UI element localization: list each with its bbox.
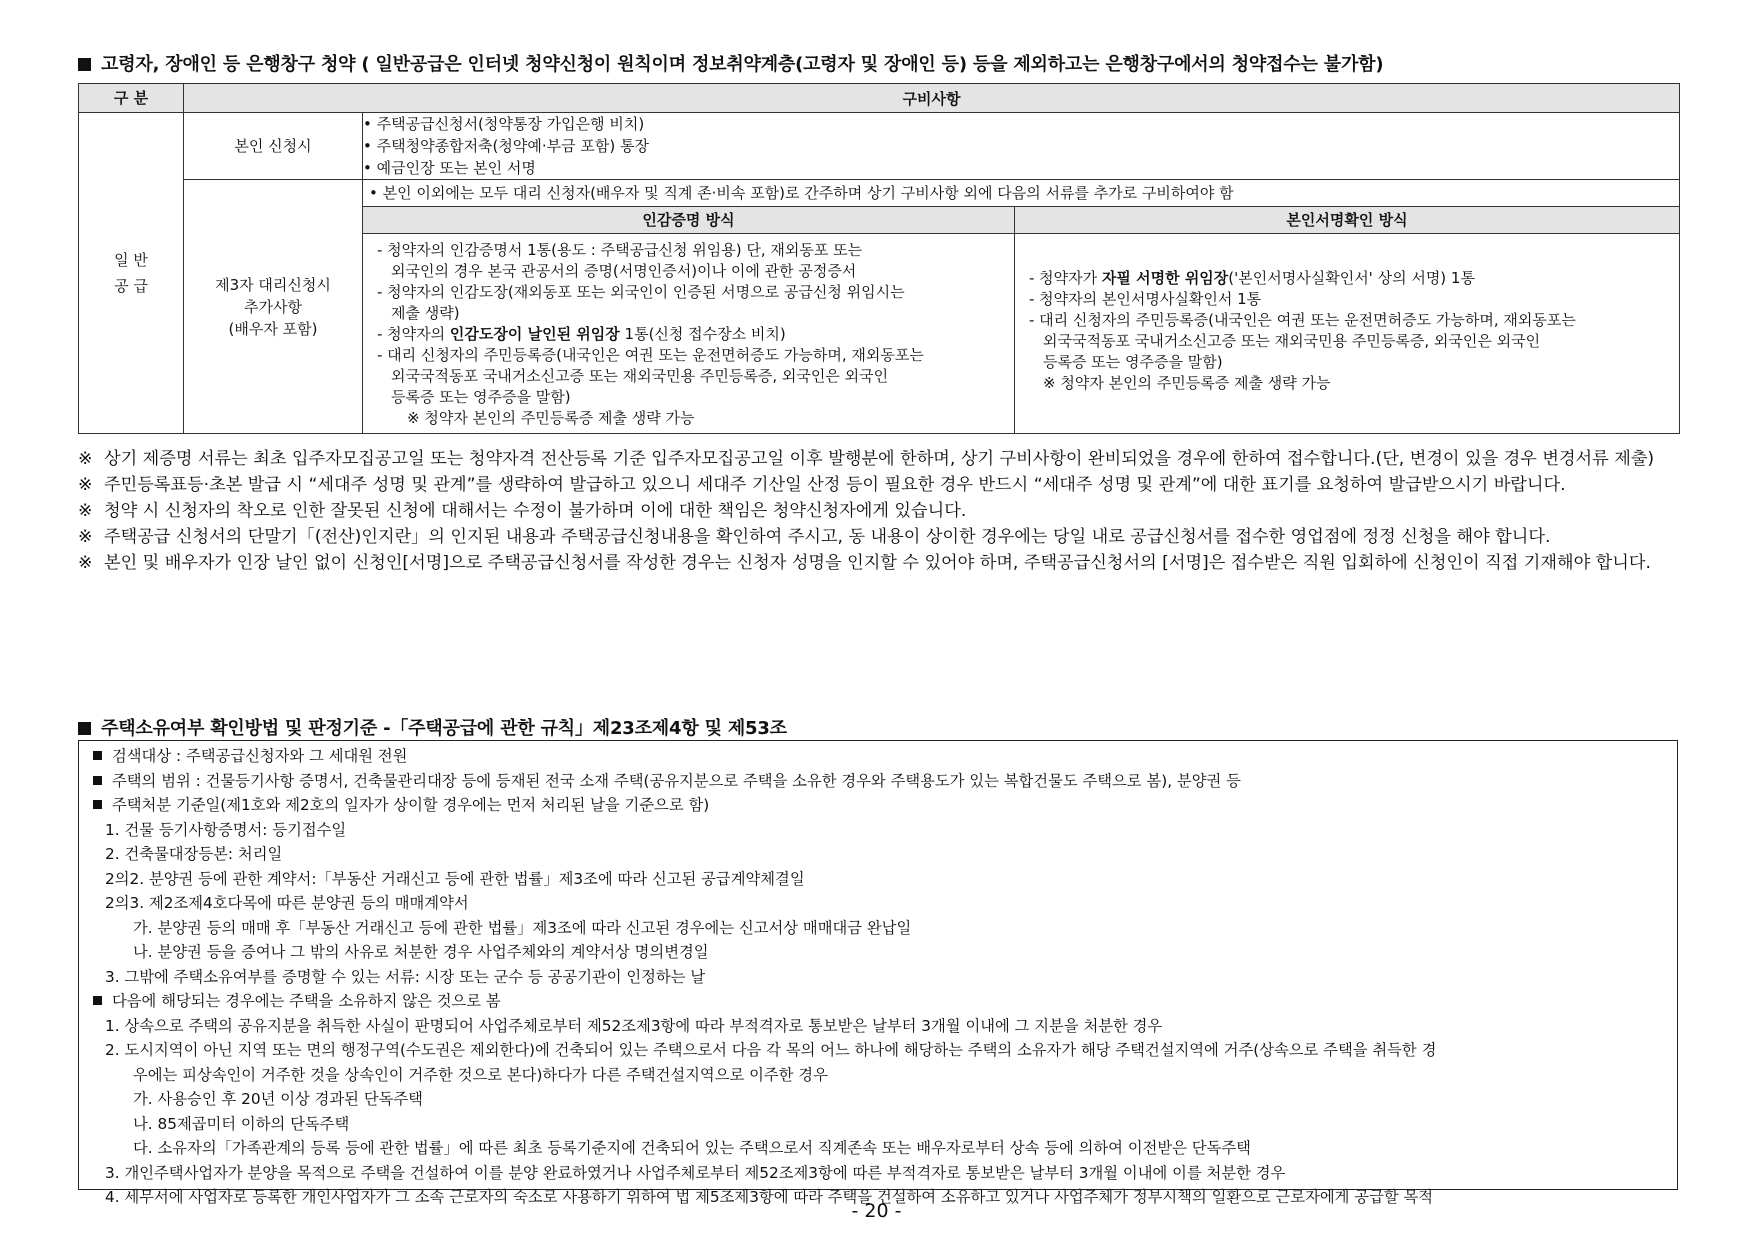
- table-header-gubun: 구 분: [79, 84, 184, 113]
- table-header-requirements: 구비사항: [184, 84, 1680, 113]
- category-general-supply: 일 반 공 급: [79, 113, 184, 434]
- method-seal-certificate-header: 인감증명 방식: [363, 206, 1014, 233]
- method-signature-header: 본인서명확인 방식: [1014, 206, 1679, 233]
- note-item: ※ 청약 시 신청자의 착오로 인한 잘못된 신청에 대해서는 수정이 불가하며 이에 대한 책임은 청약신청자에게 있습니다.: [78, 501, 967, 521]
- row-proxy-application-content: [363, 180, 1680, 434]
- list-item: • 주택청약종합저축(청약예·부금 포함) 통장: [363, 137, 649, 155]
- list-item: • 예금인장 또는 본인 서명: [363, 159, 536, 177]
- square-bullet-icon: [93, 800, 102, 809]
- page-number: - 20 -: [851, 1200, 902, 1222]
- notes-list: [78, 446, 1688, 576]
- row-self-application-label: 본인 신청시: [184, 113, 363, 180]
- square-bullet-icon: [78, 58, 91, 71]
- requirements-table: [78, 83, 1680, 434]
- note-item: ※ 본인 및 배우자가 인장 날인 없이 신청인[서명]으로 주택공급신청서를 작성한 경우는 신청자 성명을 인지할 수 있어야 하며, 주택공급신청서의 [서명]은 접수받은 직원 입회하에 신청인이 직접 기재해야 합니다.: [78, 553, 1651, 573]
- proxy-intro: • 본인 이외에는 모두 대리 신청자(배우자 및 직계 존·비속 포함)로 간주하며 상기 구비사항 외에 다음의 서류를 추가로 구비하여야 함: [369, 184, 1234, 202]
- square-bullet-icon: [93, 776, 102, 785]
- row-self-application-items: [363, 113, 1680, 180]
- signature-list: - 청약자가 자필 서명한 위임장('본인서명사실확인서' 상의 서명) 1통 - 청약자의 본인서명사실확인서 1통 - 대리 신청자의 주민등록증(내국인은 여권 또는 운전면허증도 가능하며, 재외동포는 외국국적동포 국내거소신고증 또는 재외국민용 주민등록증, 외국인은 외국인 등록증 또는 영주증을 말함) ※ 청약자 본인의 주민등록증 제출 생략 가능: [1014, 233, 1679, 433]
- section-title-bank-application: 고령자, 장애인 등 은행창구 청약 ( 일반공급은 인터넷 청약신청이 원칙이며 정보취약계층(고령자 및 장애인 등) 등을 제외하고는 은행창구에서의 청약접수는 불가함): [78, 50, 1383, 76]
- section-title-house-ownership: 주택소유여부 확인방법 및 판정기준 -「주택공급에 관한 규칙」제23조제4항 및 제53조: [78, 714, 787, 740]
- house-ownership-box: 검색대상 : 주택공급신청자와 그 세대원 전원 주택의 범위 : 건물등기사항 증명서, 건축물관리대장 등에 등재된 전국 소재 주택(공유지분으로 주택을 소유한 경우와 주택용도가 있는 복합건물도 주택으로 봄), 분양권 등 주택처분 기준일(제1호와 제2호의 일자가 상이할 경우에는 먼저 처리된 날을 기준으로 함) 1. 건물 등기사항증명서: 등기접수일 2. 건축물대장등본: 처리일 2의2. 분양권 등에 관한 계약서:「부동산 거래신고 등에 관한 법률」제3조에 따라 신고된 공급계약체결일 2의3. 제2조제4호다목에 따른 분양권 등의 매매계약서 가. 분양권 등의 매매 후「부동산 거래신고 등에 관한 법률」제3조에 따라 신고된 경우에는 신고서상 매매대금 완납일 나. 분양권 등을 증여나 그 밖의 사유로 처분한 경우 사업주체와의 계약서상 명의변경일 3. 그밖에 주택소유여부를 증명할 수 있는 서류: 시장 또는 군수 등 공공기관이 인정하는 날 다음에 해당되는 경우에는 주택을 소유하지 않은 것으로 봄 1. 상속으로 주택의 공유지분을 취득한 사실이 판명되어 사업주체로부터 제52조제3항에 따라 부적격자로 통보받은 날부터 3개월 이내에 그 지분을 처분한 경우 2. 도시지역이 아닌 지역 또는 면의 행정구역(수도권은 제외한다)에 건축되어 있는 주택으로서 다음 각 목의 어느 하나에 해당하는 주택의 소유자가 해당 주택건설지역에 거주(상속으로 주택을 취득한 경 우에는 피상속인이 거주한 것을 상속인이 거주한 것으로 본다)하다가 다른 주택건설지역으로 이주한 경우 가. 사용승인 후 20년 이상 경과된 단독주택 나. 85제곱미터 이하의 단독주택 다. 소유자의「가족관계의 등록 등에 관한 법률」에 따른 최초 등록기준지에 건축되어 있는 주택으로서 직계존속 또는 배우자로부터 상속 등에 의하여 이전받은 단독주택 3. 개인주택사업자가 분양을 목적으로 주택을 건설하여 이를 분양 완료하였거나 사업주체로부터 제52조제3항에 따른 부적격자로 통보받은 날부터 3개월 이내에 이를 처분한 경우 4. 세무서에 사업자로 등록한 개인사업자가 그 소속 근로자의 숙소로 사용하기 위하여 법 제5조제3항에 따라 주택을 건설하여 소유하고 있거나 사업주체가 정부시책의 일환으로 근로자에게 공급할 목적: [78, 740, 1678, 1190]
- list-item: • 주택공급신청서(청약통장 가입은행 비치): [363, 115, 645, 133]
- method-columns: [363, 206, 1679, 433]
- note-item: ※ 주택공급 신청서의 단말기「(전산)인지란」의 인지된 내용과 주택공급신청내용을 확인하여 주시고, 동 내용이 상이한 경우에는 당일 내로 공급신청서를 접수한 영업점에 정정 신청을 해야 합니다.: [78, 527, 1551, 547]
- row-proxy-application-label: 제3자 대리신청시 추가사항 (배우자 포함): [184, 180, 363, 434]
- square-bullet-icon: [93, 751, 102, 760]
- seal-certificate-list: - 청약자의 인감증명서 1통(용도 : 주택공급신청 위임용) 단, 재외동포 또는 외국인의 경우 본국 관공서의 증명(서명인증서)이나 이에 관한 공정증서 - 청약자의 인감도장(재외동포 또는 외국인이 인증된 서명으로 공급신청 위임시는 제출 생략) - 청약자의 인감도장이 날인된 위임장 1통(신청 접수장소 비치) - 대리 신청자의 주민등록증(내국인은 여권 또는 운전면허증도 가능하며, 재외동포는 외국국적동포 국내거소신고증 또는 재외국민용 주민등록증, 외국인은 외국인 등록증 또는 영주증을 말함) ※ 청약자 본인의 주민등록증 제출 생략 가능: [363, 233, 1014, 433]
- note-item: ※ 주민등록표등·초본 발급 시 “세대주 성명 및 관계”를 생략하여 발급하고 있으니 세대주 기산일 산정 등이 필요한 경우 반드시 “세대주 성명 및 관계”에 대한 표기를 요청하여 발급받으시기 바랍니다.: [78, 475, 1566, 495]
- square-bullet-icon: [93, 996, 102, 1005]
- note-item: ※ 상기 제증명 서류는 최초 입주자모집공고일 또는 청약자격 전산등록 기준 입주자모집공고일 이후 발행분에 한하며, 상기 구비사항이 완비되었을 경우에 한하여 접수합니다.(단, 변경이 있을 경우 변경서류 제출): [78, 449, 1655, 469]
- square-bullet-icon: [78, 722, 91, 735]
